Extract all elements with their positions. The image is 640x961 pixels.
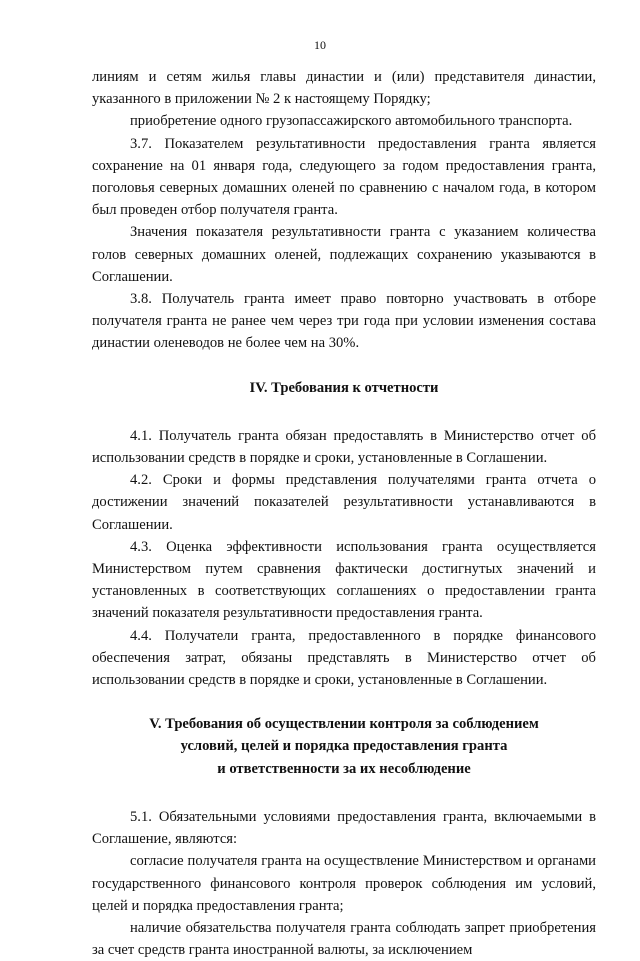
paragraph-4-1: 4.1. Получатель гранта обязан предоставлять в Министерство отчет об использовании средств в порядке и сроки, установленные в Соглашении. [92, 427, 596, 467]
paragraph-indicator-values: Значения показателя результативности гранта с указанием количества голов северных домашних оленей, подлежащих сохранению указываются в Соглашении. [92, 224, 596, 285]
paragraph-consent: согласие получателя гранта на осуществление Министерством и органами государственного финансового контроля проверок соблюдения им условий, целей и порядка предоставления гранта; [92, 853, 596, 914]
paragraph-obligation: наличие обязательства получателя гранта соблюдать запрет приобретения за счет средств гранта иностранной валюты, за исключением [92, 919, 596, 959]
paragraph-5-1: 5.1. Обязательными условиями предоставления гранта, включаемыми в Соглашение, являются: [92, 808, 596, 848]
paragraph-3-7: 3.7. Показателем результативности предоставления гранта является сохранение на 01 января года, следующего за годом предоставления гранта, поголовья северных домашних оленей по сравнению с началом года, в котором был проведен отбор получателя гранта. [92, 135, 596, 219]
section-5-title-line-2: условий, целей и порядка предоставления гранта [180, 738, 508, 755]
page-number: 10 [314, 38, 326, 52]
paragraph-4-3: 4.3. Оценка эффективности использования гранта осуществляется Министерством путем сравнения фактически достигнутых значений и установленных в соответствующих соглашениях о предоставлении гранта значений показателя результативности предоставления гранта. [92, 538, 596, 622]
section-5-title-line-1: V. Требования об осуществлении контроля за соблюдением [149, 716, 539, 733]
paragraph-4-4: 4.4. Получатели гранта, предоставленного в порядке финансового обеспечения затрат, обязаны представлять в Министерство отчет об использовании средств в порядке и сроки, установленные в Соглашении. [92, 627, 596, 689]
section-5-title-line-3: и ответственности за их несоблюдение [217, 760, 471, 777]
paragraph-vehicle: приобретение одного грузопассажирского автомобильного транспорта. [130, 113, 573, 130]
document-body [92, 66, 596, 961]
paragraph-4-2: 4.2. Сроки и формы представления получателями гранта отчета о достижении значений показателей результативности устанавливаются в Соглашении. [92, 472, 596, 533]
paragraph-3-8: 3.8. Получатель гранта имеет право повторно участвовать в отборе получателя гранта не ранее чем через три года при условии изменения состава династии оленеводов не более чем на 30%. [92, 291, 596, 352]
section-4-title: IV. Требования к отчетности [249, 379, 439, 396]
paragraph-continuation: линиям и сетям жилья главы династии и (или) представителя династии, указанного в приложении № 2 к настоящему Порядку; [92, 69, 596, 108]
